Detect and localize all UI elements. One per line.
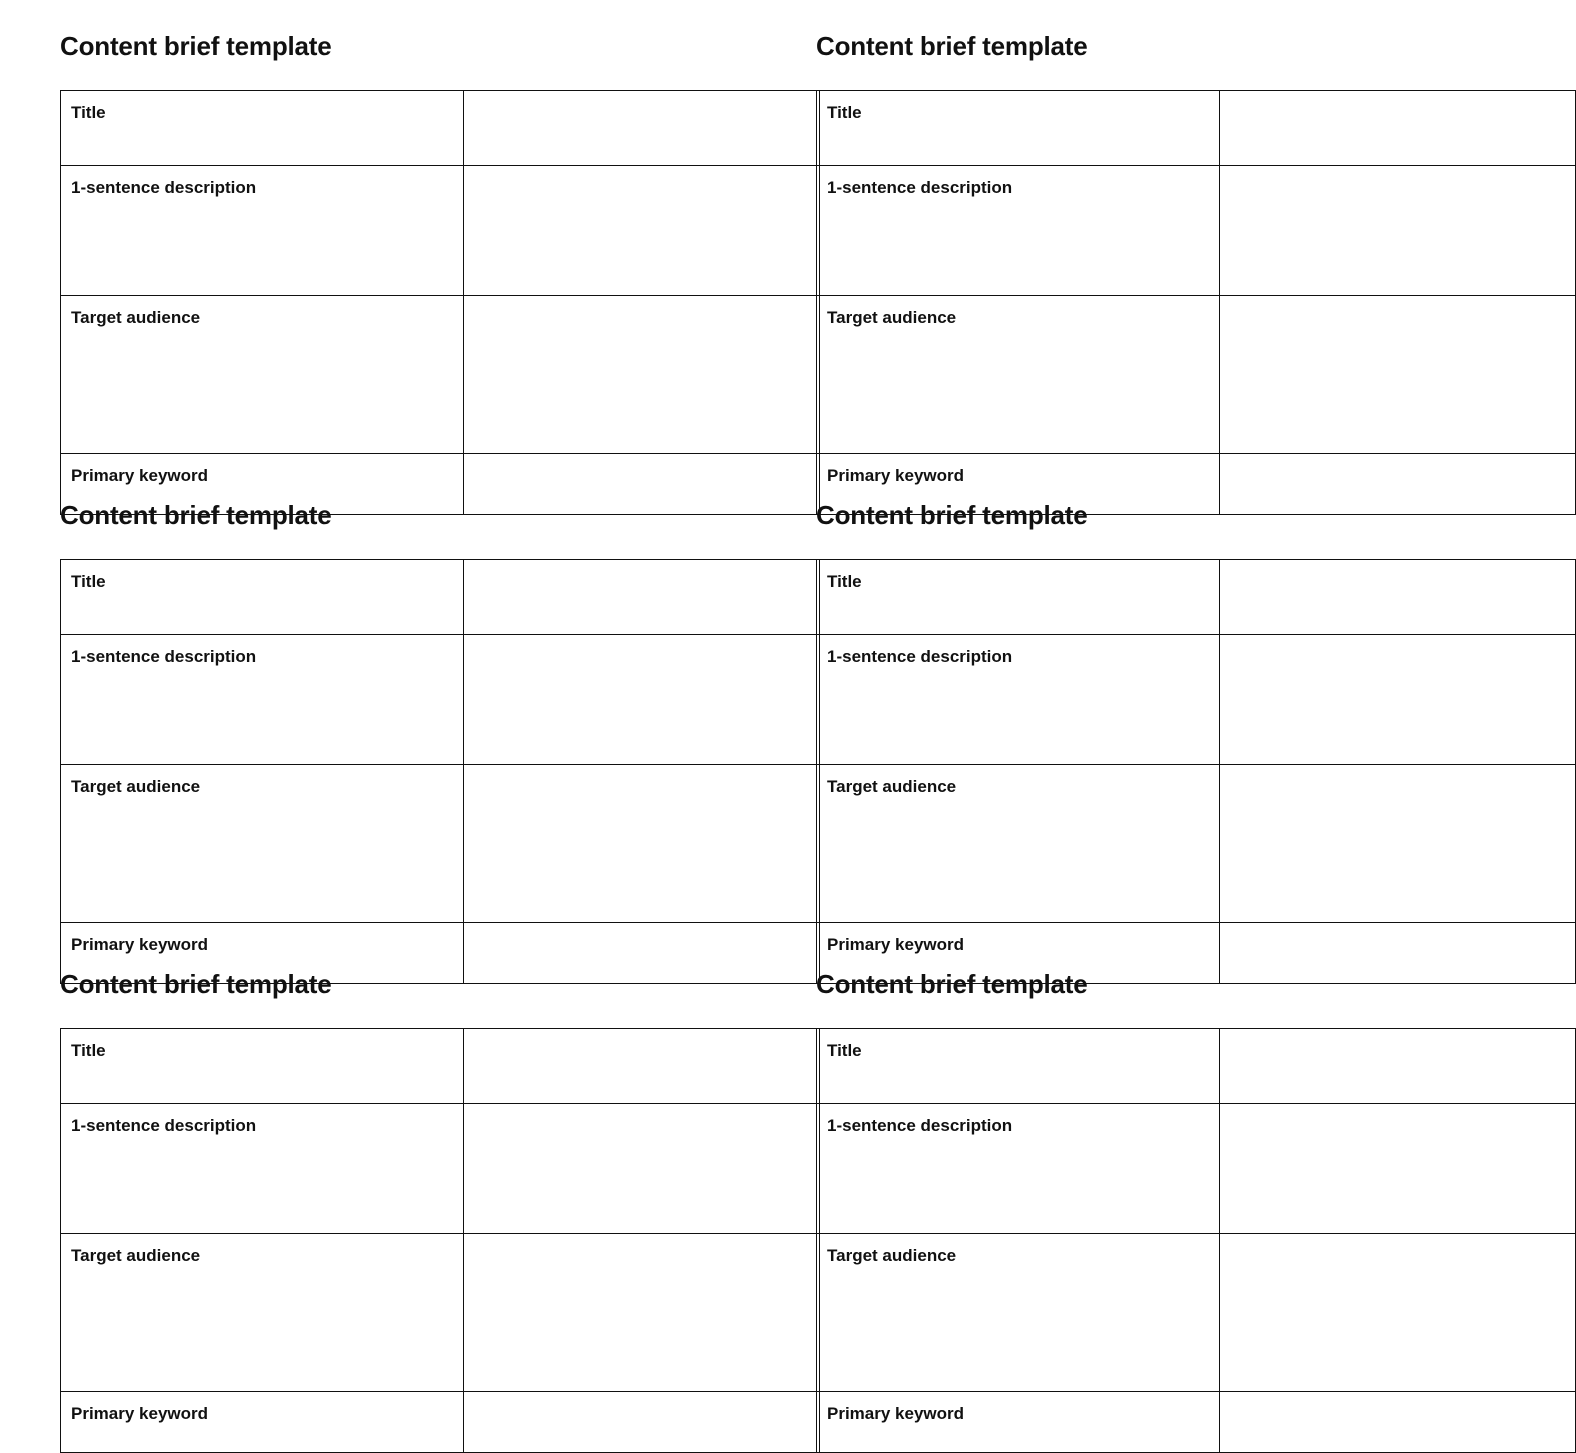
table-row (61, 635, 820, 765)
field-value-description (464, 635, 819, 647)
table-row (61, 1029, 820, 1104)
field-value-description (464, 166, 819, 178)
label-cell (61, 1104, 464, 1234)
field-label-description: 1-sentence description (71, 1116, 257, 1135)
value-cell[interactable] (1220, 91, 1576, 166)
field-value-target-audience (1220, 765, 1575, 777)
field-label-description: 1-sentence description (827, 178, 1013, 197)
field-value-title (464, 1029, 819, 1041)
field-value-primary-keyword (1220, 1392, 1575, 1404)
value-cell[interactable] (1220, 1392, 1576, 1453)
table-row (817, 296, 1576, 454)
label-cell (61, 296, 464, 454)
table-row (817, 1029, 1576, 1104)
label-cell (817, 1029, 1220, 1104)
field-label-description: 1-sentence description (71, 647, 257, 666)
field-value-target-audience (1220, 296, 1575, 308)
template-panel[interactable] (60, 968, 756, 1423)
document-title: Content brief template (816, 31, 1088, 61)
label-cell (61, 1029, 464, 1104)
value-cell[interactable] (464, 765, 820, 923)
value-cell[interactable] (464, 1234, 820, 1392)
field-label-description: 1-sentence description (827, 1116, 1013, 1135)
value-cell[interactable] (1220, 1104, 1576, 1234)
value-cell[interactable] (1220, 560, 1576, 635)
field-label-title: Title (71, 1041, 106, 1060)
label-cell (61, 91, 464, 166)
value-cell[interactable] (1220, 1029, 1576, 1104)
value-cell[interactable] (464, 1104, 820, 1234)
field-value-title (1220, 1029, 1575, 1041)
field-value-title (1220, 560, 1575, 572)
brief-table (816, 559, 1576, 984)
label-cell (61, 560, 464, 635)
table-row (61, 296, 820, 454)
field-label-primary-keyword: Primary keyword (827, 466, 965, 485)
label-cell (817, 1104, 1220, 1234)
field-value-title (464, 560, 819, 572)
value-cell[interactable] (1220, 765, 1576, 923)
field-label-description: 1-sentence description (827, 647, 1013, 666)
value-cell[interactable] (1220, 296, 1576, 454)
brief-table (60, 1028, 820, 1453)
value-cell[interactable] (464, 560, 820, 635)
value-cell[interactable] (1220, 1234, 1576, 1392)
table-row (61, 1234, 820, 1392)
table-row (817, 1104, 1576, 1234)
value-cell[interactable] (464, 166, 820, 296)
template-panel[interactable] (816, 30, 1240, 485)
table-row (817, 91, 1576, 166)
document-title: Content brief template (60, 31, 332, 61)
field-label-title: Title (827, 572, 862, 591)
field-label-primary-keyword: Primary keyword (827, 935, 965, 954)
label-cell (817, 560, 1220, 635)
table-row (61, 1392, 820, 1453)
field-label-primary-keyword: Primary keyword (71, 466, 209, 485)
value-cell[interactable] (1220, 635, 1576, 765)
label-cell (61, 1234, 464, 1392)
field-value-primary-keyword (464, 923, 819, 935)
field-value-target-audience (464, 765, 819, 777)
field-label-primary-keyword: Primary keyword (827, 1404, 965, 1423)
template-panel[interactable] (816, 968, 1240, 1423)
template-panel[interactable] (60, 30, 756, 485)
field-label-target-audience: Target audience (71, 777, 201, 796)
field-label-target-audience: Target audience (827, 777, 957, 796)
table-row (61, 765, 820, 923)
label-cell (817, 91, 1220, 166)
label-cell (817, 296, 1220, 454)
label-cell (817, 635, 1220, 765)
field-label-target-audience: Target audience (71, 308, 201, 327)
label-cell (61, 765, 464, 923)
value-cell[interactable] (464, 1392, 820, 1453)
value-cell[interactable] (464, 1029, 820, 1104)
table-row (817, 1234, 1576, 1392)
field-value-primary-keyword (464, 454, 819, 466)
value-cell[interactable] (1220, 454, 1576, 515)
field-label-description: 1-sentence description (71, 178, 257, 197)
table-row (817, 635, 1576, 765)
table-row (817, 166, 1576, 296)
field-value-description (1220, 1104, 1575, 1116)
field-label-primary-keyword: Primary keyword (71, 935, 209, 954)
brief-table (816, 1028, 1576, 1453)
field-value-primary-keyword (1220, 454, 1575, 466)
field-label-target-audience: Target audience (71, 1246, 201, 1265)
field-label-target-audience: Target audience (827, 1246, 957, 1265)
field-value-description (1220, 635, 1575, 647)
table-row (817, 560, 1576, 635)
field-value-target-audience (464, 296, 819, 308)
table-row (61, 91, 820, 166)
field-label-title: Title (827, 103, 862, 122)
template-panel[interactable] (60, 499, 756, 954)
value-cell[interactable] (464, 296, 820, 454)
table-row (817, 765, 1576, 923)
field-label-target-audience: Target audience (827, 308, 957, 327)
field-value-description (464, 1104, 819, 1116)
field-value-primary-keyword (1220, 923, 1575, 935)
label-cell (61, 635, 464, 765)
field-value-target-audience (1220, 1234, 1575, 1246)
table-row (61, 560, 820, 635)
field-value-title (464, 91, 819, 103)
field-label-title: Title (827, 1041, 862, 1060)
label-cell (817, 166, 1220, 296)
label-cell (61, 1392, 464, 1453)
brief-table (816, 90, 1576, 515)
table-row (817, 1392, 1576, 1453)
document-title: Content brief template (816, 969, 1088, 999)
table-row (61, 166, 820, 296)
field-label-title: Title (71, 103, 106, 122)
document-title: Content brief template (60, 500, 332, 530)
value-cell[interactable] (464, 91, 820, 166)
label-cell (61, 166, 464, 296)
document-title: Content brief template (60, 969, 332, 999)
brief-table (60, 559, 820, 984)
value-cell[interactable] (1220, 923, 1576, 984)
template-panel[interactable] (816, 499, 1240, 954)
label-cell (817, 765, 1220, 923)
field-value-description (1220, 166, 1575, 178)
document-title: Content brief template (816, 500, 1088, 530)
field-value-target-audience (464, 1234, 819, 1246)
brief-table (60, 90, 820, 515)
field-label-title: Title (71, 572, 106, 591)
table-row (61, 1104, 820, 1234)
value-cell[interactable] (464, 635, 820, 765)
field-value-primary-keyword (464, 1392, 819, 1404)
label-cell (817, 1392, 1220, 1453)
field-label-primary-keyword: Primary keyword (71, 1404, 209, 1423)
label-cell (817, 1234, 1220, 1392)
value-cell[interactable] (1220, 166, 1576, 296)
field-value-title (1220, 91, 1575, 103)
